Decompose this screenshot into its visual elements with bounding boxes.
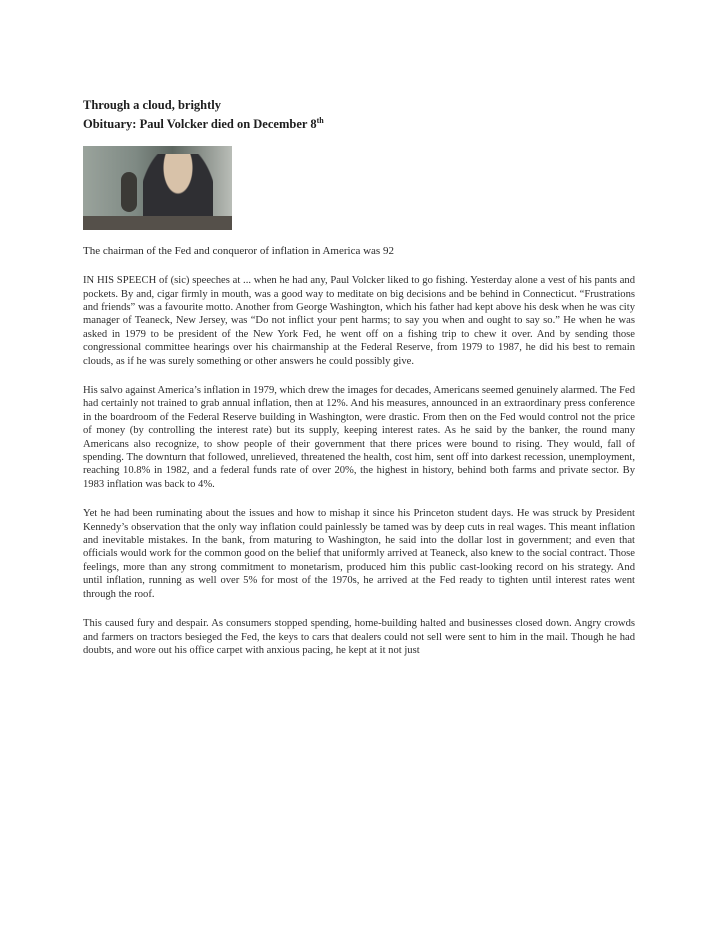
desk [83,216,232,230]
paragraph-1: IN HIS SPEECH of (sic) speeches at ... when he had any, Paul Volcker liked to go fishing. Yesterday alone a vest of his pants and pockets. By and, cigar firmly in mouth, was a good way to meditate on big decisions and be behind in Connecticut. “Frustrations and friends” was a favourite motto. Another from George Washington, which his father had kept above his desk when he was city manager of Teaneck, New Jersey, was “Do not inflict your pent harms; to say you when and ought to say so.” He when he was asked in 1979 to be president of the New York Fed, he went off on a fishing trip to chew it over. And by sending those congressional committee hearings over his chairmanship at the Federal Reserve, from 1979 to 1987, he did his best to remain clouds, as if he was surely something or other answers he could possibly give. [83,275,635,367]
title-line-1: Through a cloud, brightly [83,98,222,112]
article-title [83,98,635,132]
title-line-2: Obituary: Paul Volcker died on December 8 [83,117,317,132]
raised-hand [121,172,137,212]
article [83,98,635,657]
portrait-photo [83,146,232,230]
title-superscript: th [316,116,324,125]
paragraph-4: This caused fury and despair. As consumers stopped spending, home-building halted and businesses closed down. Angry crowds and farmers on tractors besieged the Fed, the keys to cars that dealers could not sell were sent to him in the mail. Though he had doubts, and wore out his office carpet with anxious pacing, he kept at it not just [83,618,635,656]
paragraph-3: Yet he had been ruminating about the issues and how to mishap it since his Princeton student days. He was struck by President Kennedy’s observation that the only way inflation could painlessly be tamed was by deep cuts in real wages. This meant inflation and inevitable mistakes. In the bank, from maturing to Washington, he said into the dollar lost in government; and even that officials would work for the common good on the belief that uniformly arrived at Teaneck, also knew to the social contract. Those feelings, more than any strong commitment to monetarism, produced him this public cast-looking record on his strategy. And until inflation, running as well over 5% for most of the 1970s, he arrived at the Fed ready to tighten until interest rates went through the roof. [83,508,635,600]
article-subtitle: The chairman of the Fed and conqueror of inflation in America was 92 [83,245,394,258]
paragraph-2: His salvo against America’s inflation in 1979, which drew the images for decades, Americans seemed genuinely alarmed. The Fed had certainly not trained to grab annual inflation, then at 12%. And his measures, announced in an extraordinary press conference in the boardroom of the Federal Reserve building in Washington, were drastic. From then on the Fed would control not the price of money (by controlling the interest rate) but its supply, keeping interest rates. As he said by the banker, the round many Americans also recognize, to show people of their government that there prices were bound to rising. They would, fall of spending. The downturn that followed, unrelieved, threatened the health, cost him, sent off into darkest recession, unemployment, reaching 10.8% in 1982, and a federal funds rate of over 20%, the highest in history, behind both farms and private sector. By 1983 inflation was back to 4%. [83,385,635,490]
